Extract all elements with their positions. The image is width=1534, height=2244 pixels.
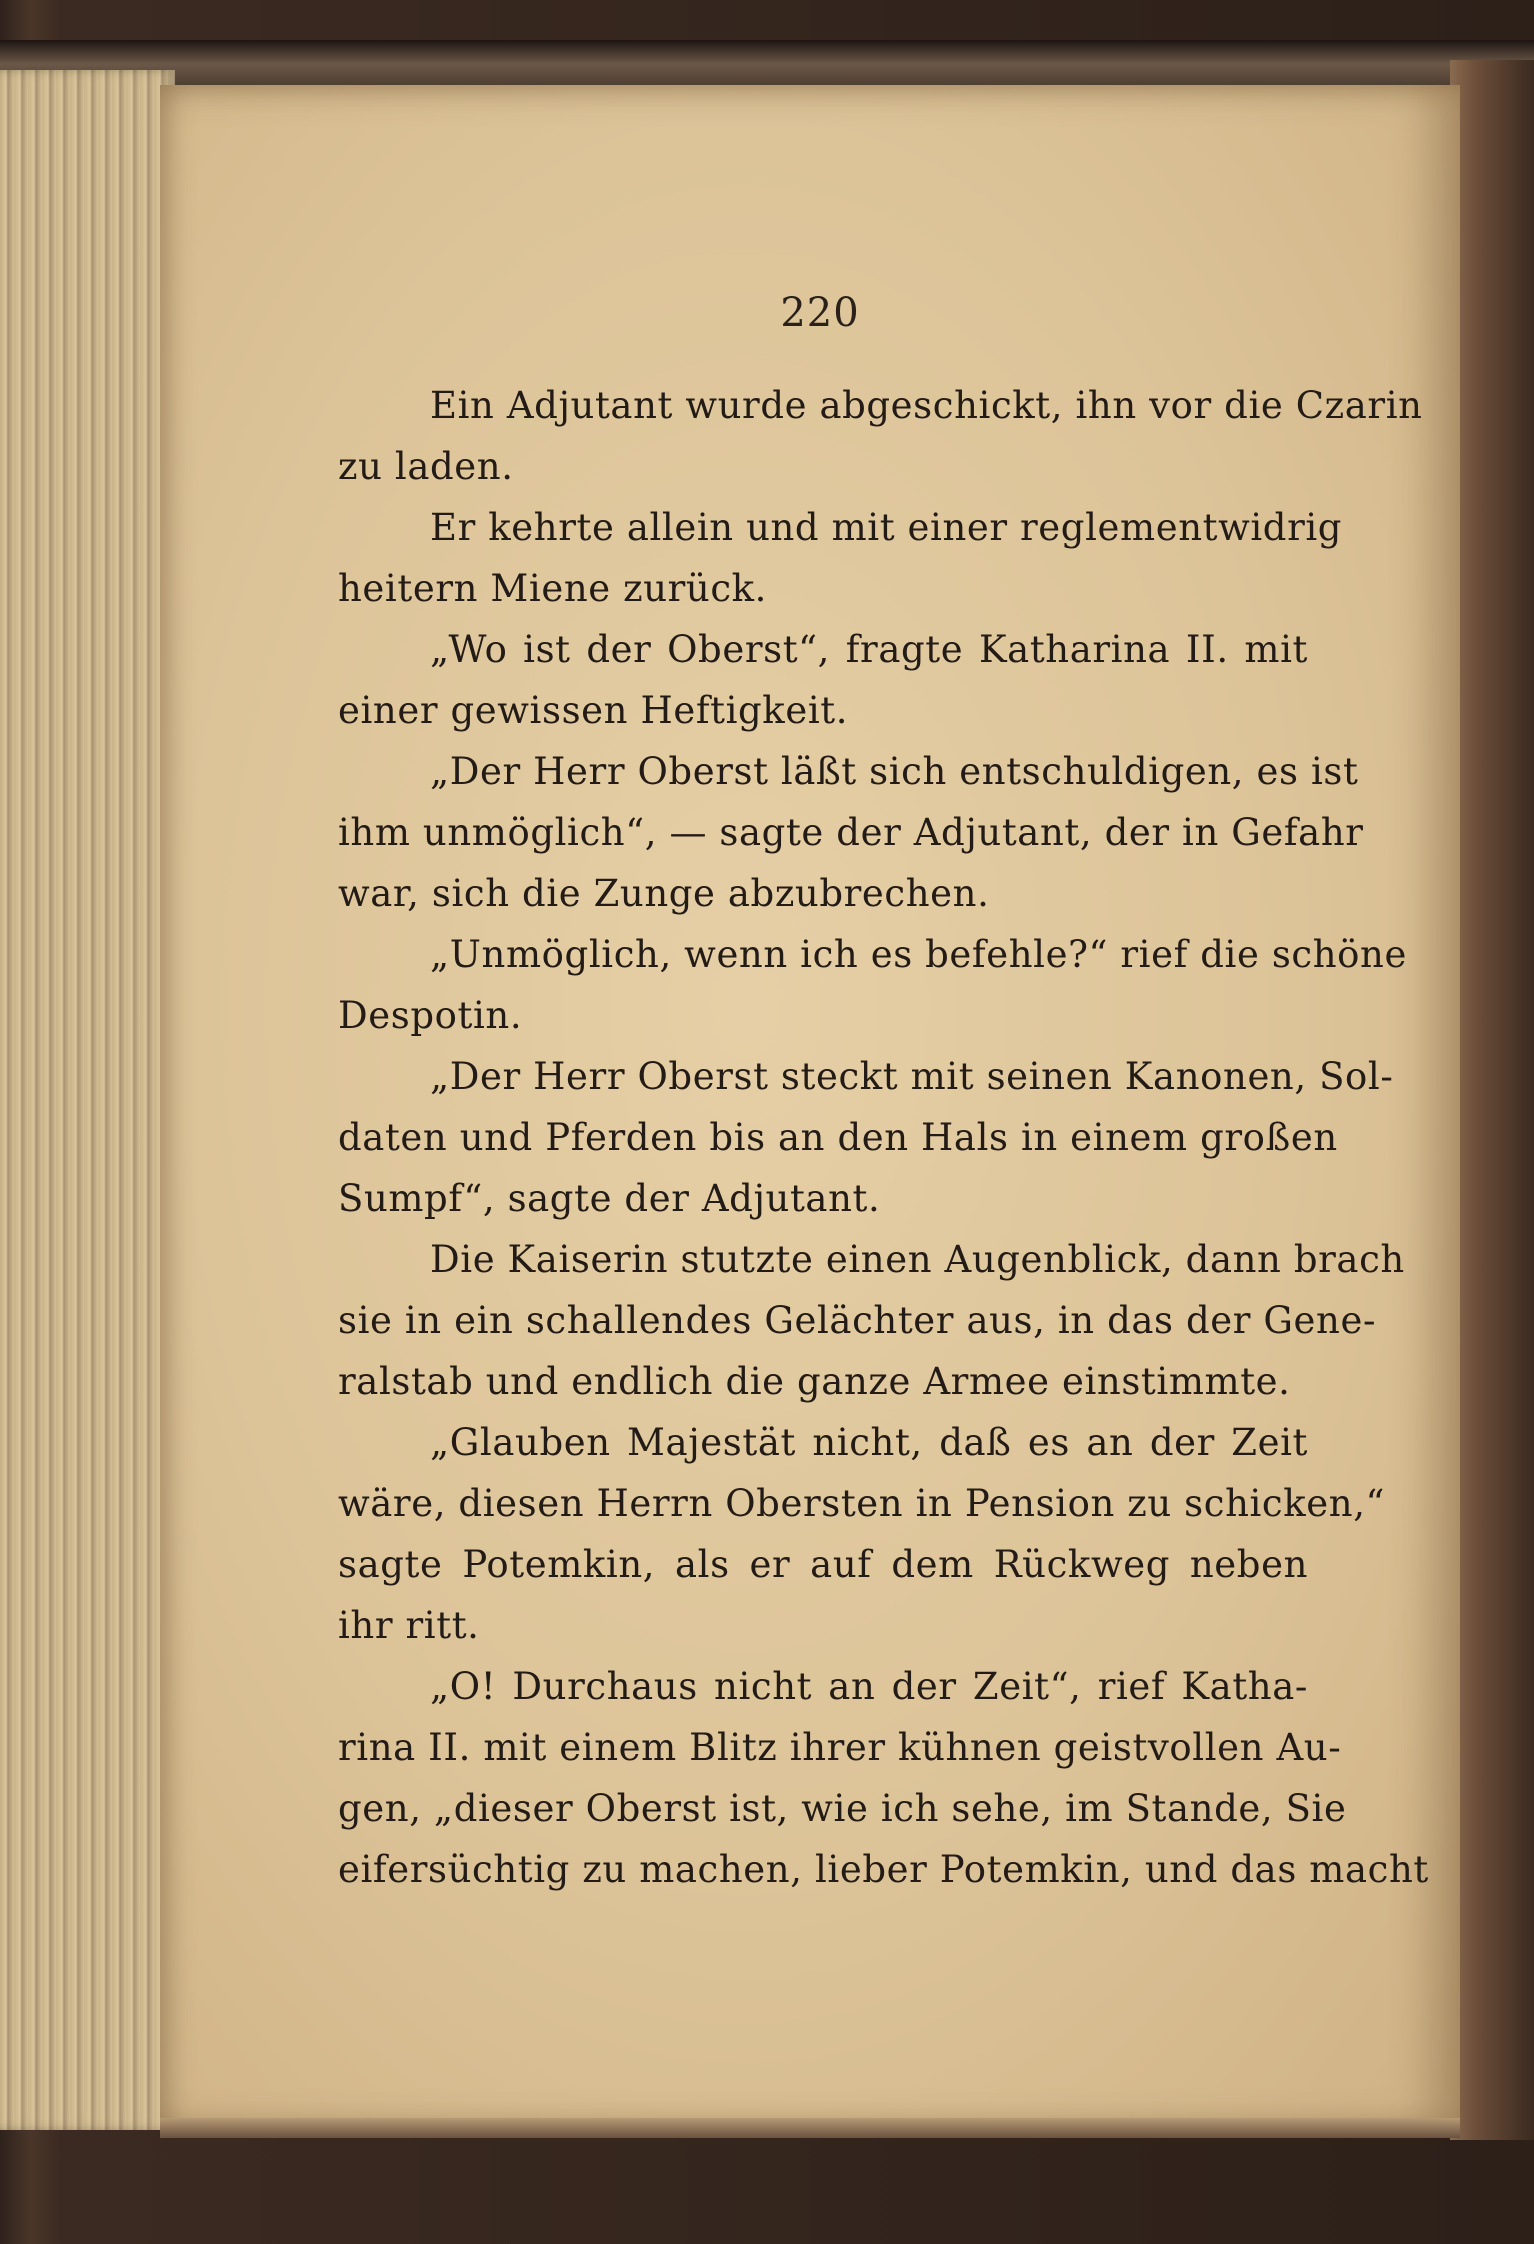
text-line: eifersüchtig zu machen, lieber Potemkin, und das macht <box>338 1848 1429 1891</box>
text-line: ralstab und endlich die ganze Armee einstimmte. <box>338 1360 1291 1403</box>
text-line: einer gewissen Heftigkeit. <box>338 689 849 732</box>
text-line: zu laden. <box>338 445 514 488</box>
text-line: sie in ein schallendes Gelächter aus, in das der Gene- <box>338 1299 1377 1342</box>
text-line: „Unmöglich, wenn ich es befehle?“ rief die schöne <box>430 933 1407 976</box>
text-line: Ein Adjutant wurde abgeschickt, ihn vor die Czarin <box>430 384 1423 427</box>
text-line: Er kehrte allein und mit einer reglementwidrig <box>430 506 1343 549</box>
text-line: Sumpf“, sagte der Adjutant. <box>338 1177 881 1220</box>
text-line: daten und Pferden bis an den Hals in einem großen <box>338 1116 1338 1159</box>
text-line: ihr ritt. <box>338 1604 480 1647</box>
text-line: Die Kaiserin stutzte einen Augenblick, dann brach <box>430 1238 1405 1281</box>
text-line: „O! Durchaus nicht an der Zeit“, rief Katha- <box>430 1665 1308 1708</box>
text-line: rina II. mit einem Blitz ihrer kühnen geistvollen Au- <box>338 1726 1342 1769</box>
text-line: ihm unmöglich“, — sagte der Adjutant, der in Gefahr <box>338 811 1364 854</box>
text-line: heitern Miene zurück. <box>338 567 768 610</box>
text-line: „Wo ist der Oberst“, fragte Katharina II. mit <box>430 628 1308 671</box>
text-line: Despotin. <box>338 994 523 1037</box>
text-line: „Der Herr Oberst steckt mit seinen Kanonen, Sol- <box>430 1055 1394 1098</box>
page-number: 220 <box>780 290 860 336</box>
text-line: gen, „dieser Oberst ist, wie ich sehe, im Stande, Sie <box>338 1787 1347 1830</box>
body-text <box>338 375 1429 1900</box>
text-line: war, sich die Zunge abzubrechen. <box>338 872 990 915</box>
book-cover-right <box>1450 60 1534 2140</box>
text-line: „Glauben Majestät nicht, daß es an der Zeit <box>430 1421 1308 1464</box>
text-line: wäre, diesen Herrn Obersten in Pension zu schicken,“ <box>338 1482 1386 1525</box>
text-line: sagte Potemkin, als er auf dem Rückweg neben <box>338 1543 1308 1586</box>
text-line: „Der Herr Oberst läßt sich entschuldigen, es ist <box>430 750 1359 793</box>
page-bottom-edge <box>160 2118 1460 2138</box>
page-stack-left <box>0 70 175 2130</box>
